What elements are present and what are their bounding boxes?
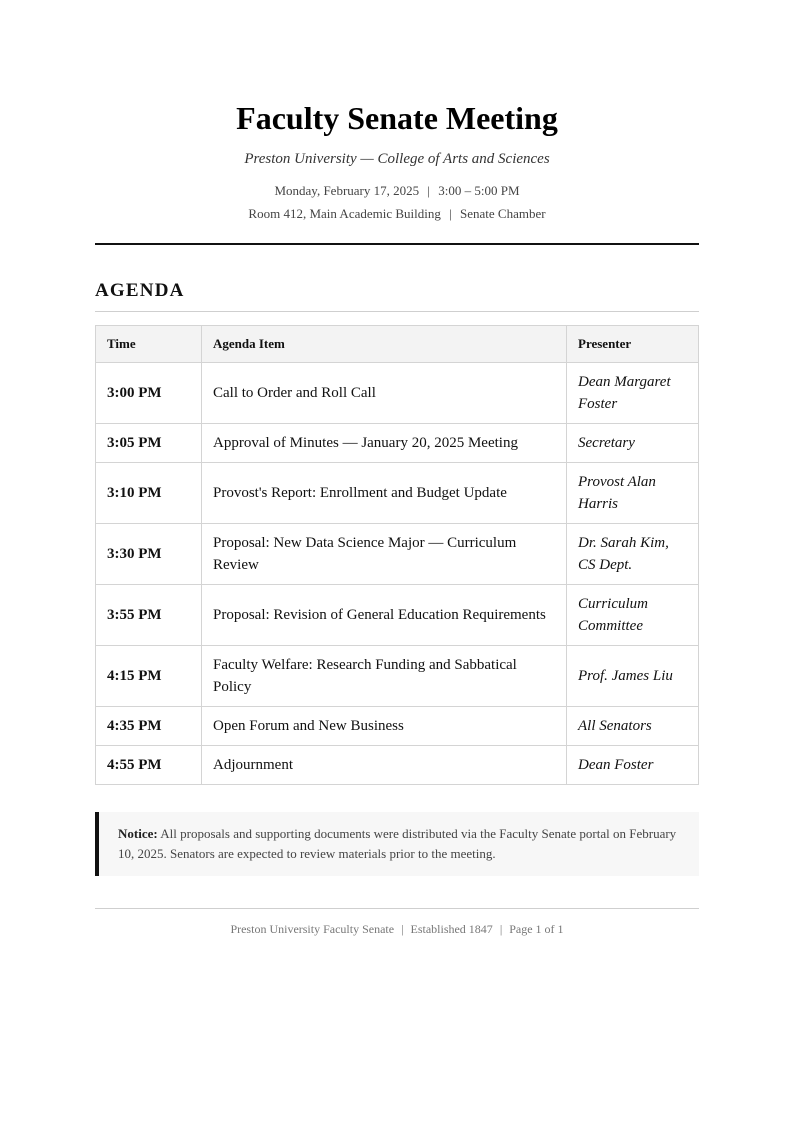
table-row: [96, 424, 699, 463]
notice-box: [95, 812, 699, 876]
agenda-item: Faculty Welfare: Research Funding and Sabbatical Policy: [202, 646, 567, 707]
agenda-presenter: Dr. Sarah Kim, CS Dept.: [567, 524, 699, 585]
meeting-date: Monday, February 17, 2025: [274, 183, 420, 198]
agenda-heading: AGENDA: [95, 280, 185, 301]
agenda-time: 4:55 PM: [96, 746, 202, 785]
agenda-time: 3:30 PM: [96, 524, 202, 585]
agenda-time: 3:55 PM: [96, 585, 202, 646]
column-header-item: Agenda Item: [202, 326, 567, 363]
agenda-item: Approval of Minutes — January 20, 2025 Meeting: [202, 424, 567, 463]
meeting-room: Room 412, Main Academic Building: [248, 206, 441, 221]
agenda-presenter: Dean Foster: [567, 746, 699, 785]
institution-subtitle: Preston University — College of Arts and Sciences: [244, 151, 550, 167]
document-page: [95, 0, 699, 937]
agenda-time: 3:10 PM: [96, 463, 202, 524]
table-row: [96, 646, 699, 707]
agenda-item: Adjournment: [202, 746, 567, 785]
agenda-time: 4:35 PM: [96, 707, 202, 746]
footer-established: Established 1847: [410, 922, 493, 936]
table-row: [96, 585, 699, 646]
agenda-item: Open Forum and New Business: [202, 707, 567, 746]
footer-page-number: Page 1 of 1: [509, 922, 564, 936]
agenda-time: 4:15 PM: [96, 646, 202, 707]
agenda-table: [95, 325, 699, 785]
table-header-row: [96, 326, 699, 363]
agenda-time: 3:00 PM: [96, 363, 202, 424]
section-divider: [95, 311, 699, 312]
table-row: [96, 363, 699, 424]
agenda-item: Provost's Report: Enrollment and Budget Update: [202, 463, 567, 524]
agenda-time: 3:05 PM: [96, 424, 202, 463]
table-row: [96, 463, 699, 524]
separator: |: [449, 206, 452, 221]
separator: |: [401, 922, 404, 936]
table-row: [96, 746, 699, 785]
agenda-presenter: Provost Alan Harris: [567, 463, 699, 524]
notice-text: All proposals and supporting documents were distributed via the Faculty Senate portal on February 10, 2025. Senators are expected to review materials prior to the meeting.: [118, 826, 677, 861]
page-title: Faculty Senate Meeting: [236, 100, 558, 136]
column-header-presenter: Presenter: [567, 326, 699, 363]
agenda-item: Proposal: New Data Science Major — Curriculum Review: [202, 524, 567, 585]
agenda-presenter: Dean Margaret Foster: [567, 363, 699, 424]
table-row: [96, 524, 699, 585]
footer-divider: [95, 908, 699, 909]
separator: |: [427, 183, 430, 198]
agenda-presenter: Secretary: [567, 424, 699, 463]
agenda-presenter: Curriculum Committee: [567, 585, 699, 646]
meeting-datetime: [95, 179, 699, 202]
column-header-time: Time: [96, 326, 202, 363]
page-footer: [95, 921, 699, 937]
meeting-time: 3:00 – 5:00 PM: [438, 183, 520, 198]
agenda-presenter: All Senators: [567, 707, 699, 746]
header-divider: [95, 243, 699, 245]
meeting-chamber: Senate Chamber: [460, 206, 546, 221]
notice-label: Notice:: [118, 826, 158, 841]
agenda-presenter: Prof. James Liu: [567, 646, 699, 707]
agenda-item: Proposal: Revision of General Education Requirements: [202, 585, 567, 646]
separator: |: [499, 922, 503, 936]
meeting-location: [95, 202, 699, 225]
footer-org: Preston University Faculty Senate: [230, 922, 395, 936]
table-row: [96, 707, 699, 746]
agenda-item: Call to Order and Roll Call: [202, 363, 567, 424]
